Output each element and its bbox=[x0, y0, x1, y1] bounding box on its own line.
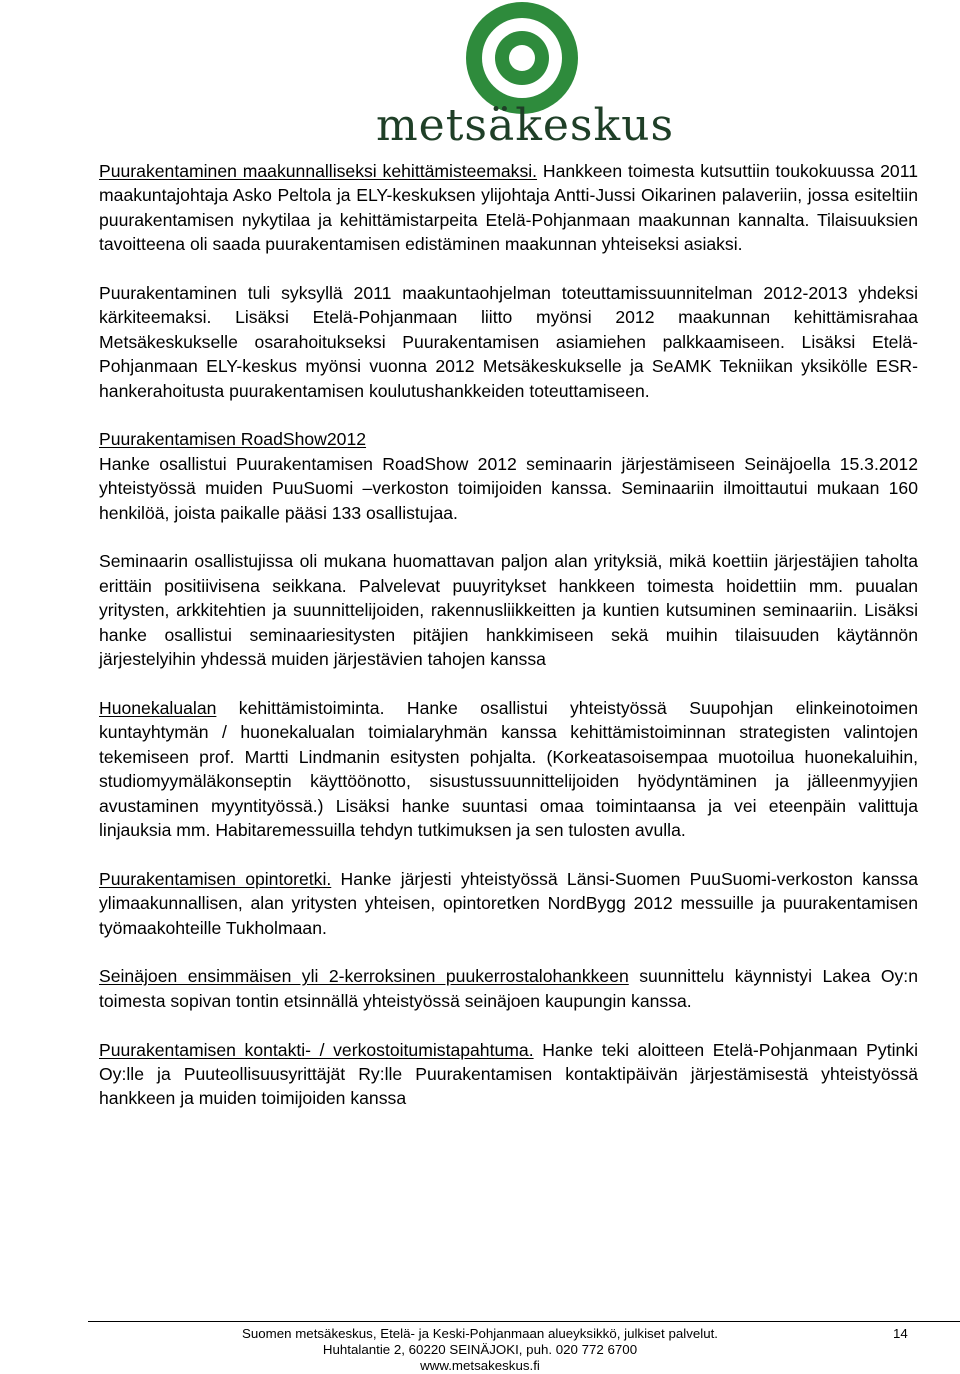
paragraph-maakuntaohjelma bbox=[99, 281, 918, 403]
paragraph-opintoretki bbox=[99, 867, 918, 940]
footer-organization: Suomen metsäkeskus, Etelä- ja Keski-Pohjanmaan alueyksikkö, julkiset palvelut. bbox=[242, 1326, 718, 1341]
paragraph-underlined-lead: Puurakentamisen kontakti- / verkostoitumistapahtuma. bbox=[99, 1039, 534, 1060]
paragraph-text: Puurakentaminen tuli syksyllä 2011 maakuntaohjelman toteuttamissuunnitelman 2012-2013 yhdeksi kärkiteemaksi. Lisäksi Etelä-Pohjanmaan liitto myönsi 2012 maakunnan kehittämisrahaa Metsäkeskukselle osarahoitukseksi Puurakentamisen asiamiehen palkkaamiseen. Lisäksi Etelä-Pohjanmaan ELY-keskus myönsi vuonna 2012 Metsäkeskukselle ja SeAMK Tekniikan yksikölle ESR-hankerahoitusta puurakentamisen koulutushankkeiden toteuttamiseen. bbox=[99, 283, 918, 401]
paragraph-underlined-lead: Puurakentamisen opintoretki. bbox=[99, 868, 332, 889]
document-body bbox=[99, 159, 918, 1111]
paragraph-puurakentaminen-maakunnalliseksi bbox=[99, 159, 918, 257]
paragraph-seminaari-osallistujat bbox=[99, 549, 918, 671]
paragraph-text: Hanke järjesti yhteistyössä Länsi-Suomen PuuSuomi-verkoston kanssa ylimaakunnallisen, alan yritysten yhteisen, opintoretken NordBygg 2012 messuille ja puurakentamisen työmaakohteille Tukholmaan. bbox=[99, 868, 918, 938]
target-logo-icon bbox=[466, 2, 578, 114]
paragraph-text: suunnittelu käynnistyi Lakea Oy:n toimesta sopivan tontin etsinnällä yhteistyössä seinäjoen kaupungin kanssa. bbox=[99, 966, 918, 1011]
paragraph-roadshow bbox=[99, 427, 918, 525]
page-footer bbox=[88, 1326, 872, 1374]
paragraph-text: Hanke teki aloitteen Etelä-Pohjanmaan Pytinki Oy:lle ja Puuteollisuusyrittäjät Ry:lle Puurakentamisen kontaktipäivän järjestämisestä yhteistyössä hankkeen ja muiden toimijoiden kanssa bbox=[99, 1039, 918, 1109]
paragraph-huonekaluala bbox=[99, 696, 918, 842]
page-number: 14 bbox=[893, 1326, 908, 1341]
logo-wordmark: metsäkeskus bbox=[375, 100, 675, 151]
paragraph-text: kehittämistoiminta. Hanke osallistui yhteistyössä Suupohjan elinkeinotoimen kuntayhtymän / huonekalualan toimialaryhmän kanssa kehittämistoiminnan strategisten valintojen tekemiseen prof. Martti Lindmanin esitysten pohjalta. (Korkeatasoisempaa muotoilua huonekaluihin, studiomyymäläkonseptin käyttöönotto, sisustussuunnittelijoiden hyödyntäminen ja jälleenmyyjien avustaminen myyntityössä.) Lisäksi hanke suuntasi omaa toimintaansa ja vei eteenpäin valittuja linjauksia mm. Habitaremessuilla tehdyn tutkimuksen ja sen tulosten avulla. bbox=[99, 697, 918, 840]
paragraph-underlined-lead: Seinäjoen ensimmäisen yli 2-kerroksinen puukerrostalohankkeen bbox=[99, 966, 629, 987]
section-heading-roadshow: Puurakentamisen RoadShow2012 bbox=[99, 429, 367, 450]
footer-website: www.metsakeskus.fi bbox=[420, 1358, 540, 1373]
paragraph-kontaktitapahtuma bbox=[99, 1038, 918, 1111]
metsakeskus-logo bbox=[360, 0, 690, 155]
paragraph-puukerrostalo bbox=[99, 964, 918, 1013]
footer-address: Huhtalantie 2, 60220 SEINÄJOKI, puh. 020 772 6700 bbox=[322, 1342, 638, 1357]
paragraph-text: Seminaarin osallistujissa oli mukana huomattavan paljon alan yrityksiä, mikä koettiin järjestäjien taholta erittäin positiivisena seikkana. Palvelevat puuyritykset hankkeen toimesta hoidettiin mm. puualan yritysten, arkkitehtien ja suunnittelijoiden, rakennusliikkeitten ja kuntien kutsuminen seminaariin. Lisäksi hanke osallistui seminaariesitysten pitäjien hankkimiseen sekä muihin tilaisuuden käytännön järjestelyihin yhdessä muiden järjestävien tahojen kanssa bbox=[99, 551, 918, 670]
paragraph-underlined-lead: Huonekalualan bbox=[99, 697, 217, 718]
footer-divider bbox=[88, 1321, 960, 1322]
paragraph-text: Hankkeen toimesta kutsuttiin toukokuussa 2011 maakuntajohtaja Asko Peltola ja ELY-keskuksen ylijohtaja Antti-Jussi Oikarinen palaveriin, jossa esiteltiin puurakentamisen nykytilaa ja kehittämistarpeita Etelä-Pohjanmaan maakunnan kannalta. Tilaisuuksien tavoitteena oli saada puurakentamisen edistäminen maakunnan yhteiseksi asiaksi. bbox=[99, 161, 918, 255]
paragraph-underlined-lead: Puurakentaminen maakunnalliseksi kehittämisteemaksi. bbox=[99, 161, 538, 181]
paragraph-text: Hanke osallistui Puurakentamisen RoadShow 2012 seminaarin järjestämiseen Seinäjoella 15.3.2012 yhteistyössä muiden PuuSuomi –verkoston toimijoiden kanssa. Seminaariin ilmoittautui mukaan 160 henkilöä, joista paikalle pääsi 133 osallistujaa. bbox=[99, 453, 918, 523]
